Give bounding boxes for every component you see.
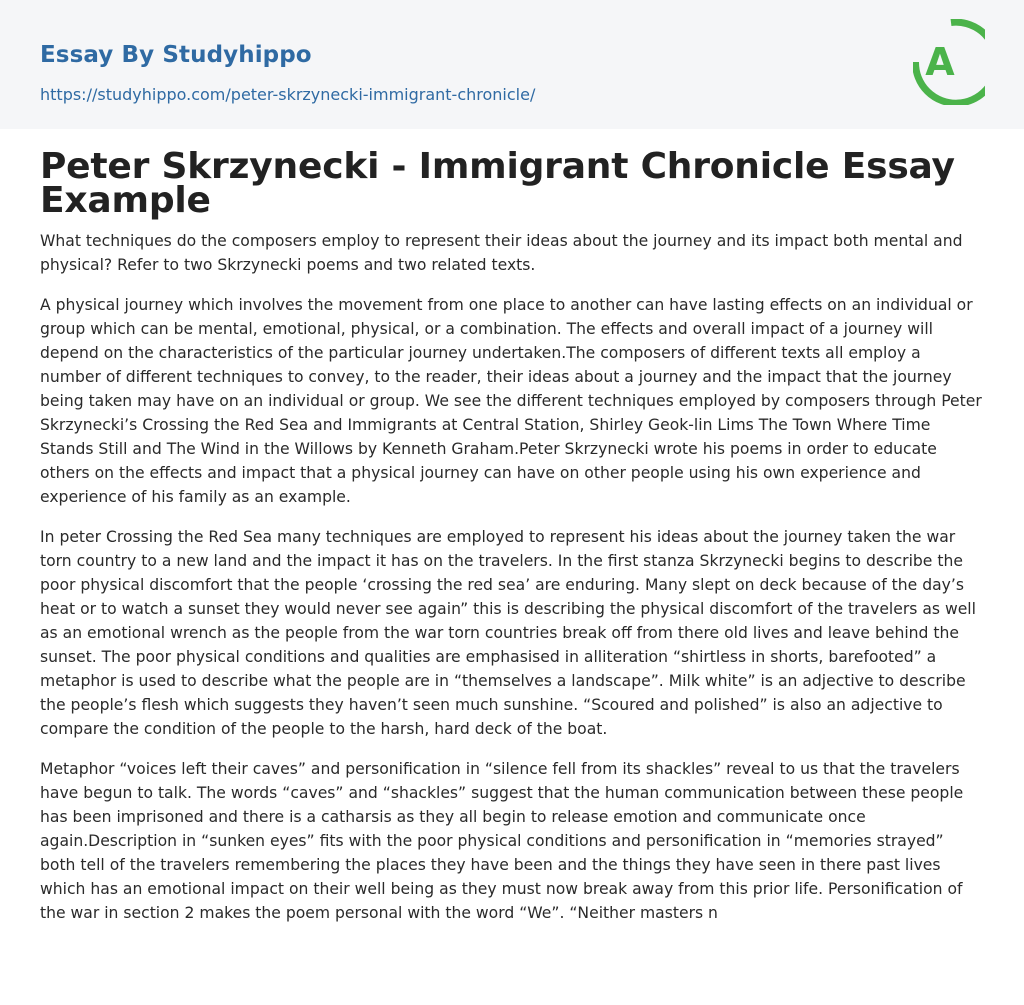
paragraph: A physical journey which involves the movement from one place to another can have lasting effects on an individual or group which can be mental, emotional, physical, or a combination. The effects and overall impact of a journey will depend on the characteristics of the particular journey undertaken.The composers of different texts all employ a number of different techniques to convey, to the reader, their ideas about a journey and the impact that the journey being taken may have on an individual or group. We see the different techniques employed by composers through Peter Skrzynecki’s Crossing the Red Sea and Immigrants at Central Station, Shirley Geok-lin Lims The Town Where Time Stands Still and The Wind in the Willows by Kenneth Graham.Peter Skrzynecki wrote his poems in order to educate others on the effects and impact that a physical journey can have on other people using his own experience and experience of his family as an example. [40,296,982,506]
article-body [40,229,982,941]
site-header [0,0,1024,129]
paragraph: What techniques do the composers employ to represent their ideas about the journey and its impact both mental and physical? Refer to two Skrzynecki poems and two related texts. [40,232,963,274]
site-brand[interactable]: Essay By Studyhippo [40,42,312,68]
paragraph: Metaphor “voices left their caves” and personification in “silence fell from its shackles” reveal to us that the travelers have begun to talk. The words “caves” and “shackles” suggest that the human communication between these people has been imprisoned and there is a catharsis as they all begin to release emotion and communicate once again.Description in “sunken eyes” fits with the poor physical conditions and personification in “memories strayed” both tell of the travelers remembering the places they have been and the things they have seen in there past lives which has an emotional impact on their well being as they must now break away from this prior life. Personification of the war in section 2 makes the poem personal with the word “We”. “Neither masters n [40,760,964,922]
studyhippo-logo[interactable] [913,19,985,105]
logo-letter: A [925,40,955,84]
article-title: Peter Skrzynecki - Immigrant Chronicle Essay Example [40,146,955,221]
paragraph: In peter Crossing the Red Sea many techniques are employed to represent his ideas about the journey taken the war torn country to a new land and the impact it has on the travelers. In the first stanza Skrzynecki begins to describe the poor physical discomfort that the people ‘crossing the red sea’ are enduring. Many slept on deck because of the day’s heat or to watch a sunset they would never see again” this is describing the physical discomfort of the travelers as well as an emotional wrench as the people from the war torn countries break off from there old lives and leave behind the sunset. The poor physical conditions and qualities are emphasised in alliteration “shirtless in shorts, barefooted” a metaphor is used to describe what the people are in “themselves a landscape”. Milk white” is an adjective to describe the people’s flesh which suggests they haven’t seen much sunshine. “Scoured and polished” is also an adjective to compare the condition of the people to the harsh, hard deck of the boat. [40,528,976,738]
source-url-link[interactable]: https://studyhippo.com/peter-skrzynecki-immigrant-chronicle/ [40,85,536,104]
